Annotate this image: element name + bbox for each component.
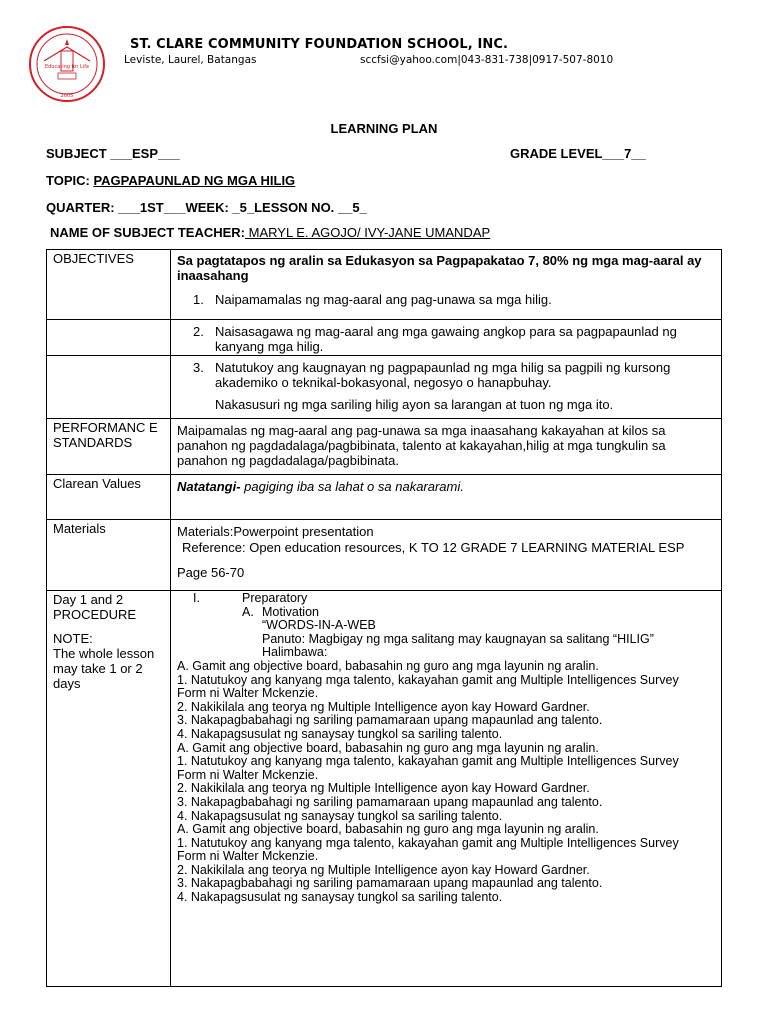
procedure-note-text: The whole lesson may take 1 or 2 days [53, 646, 155, 691]
values-cell [171, 475, 722, 520]
objectives-label: OBJECTIVES [47, 250, 171, 320]
objective-extra: Nakasusuri ng mga sariling hilig ayon sa larangan at tuon ng mga ito. [215, 397, 614, 412]
values-label: Clarean Values [47, 475, 171, 520]
school-name: ST. CLARE COMMUNITY FOUNDATION SCHOOL, INC. [130, 37, 509, 52]
objective-item-cell [171, 356, 722, 419]
document-title: LEARNING PLAN [330, 121, 438, 136]
learning-plan-table [46, 249, 722, 987]
school-contact: sccfsi@yahoo.com|043-831-738|0917-507-8010 [360, 54, 614, 66]
procedure-block: A. Gamit ang objective board, babasahin ng guro ang mga layunin ng aralin. 1. Natutukoy ang kanyang mga talento, kakayahan gamit ang Multiple Intelligences Survey Form ni Walter Mckenzie. 2. Nakikilala ang teorya ng Multiple Intelligence ayon kay Howard Gardner. 3. Nakapagbabahagi ng sariling pamamaraan upang mapaunlad ang talento. 4. Nakapagsusulat ng sanaysay tungkol sa sariling talento. [177, 658, 679, 741]
outline-preparatory: I. Preparatory [193, 591, 308, 605]
procedure-block: A. Gamit ang objective board, babasahin ng guro ang mga layunin ng aralin. 1. Natutukoy ang kanyang mga talento, kakayahan gamit ang Multiple Intelligences Survey Form ni Walter Mckenzie. 2. Nakikilala ang teorya ng Multiple Intelligence ayon kay Howard Gardner. 3. Nakapagbabahagi ng sariling pamamaraan upang mapaunlad ang talento. 4. Nakapagsusulat ng sanaysay tungkol sa sariling talento. [177, 740, 679, 823]
topic-value: PAGPAPAUNLAD NG MGA HILIG [93, 173, 296, 188]
week-value: _5_ [232, 200, 255, 215]
materials-label: Materials [47, 520, 171, 591]
table-row [47, 320, 722, 356]
table-row [47, 520, 722, 591]
materials-cell: Materials:Powerpoint presentation Reference: Open education resources, K TO 12 GRADE 7 LEARNING MATERIAL ESP Page 56-70 [171, 520, 722, 591]
objective-item: 3. Natutukoy ang kaugnayan ng pagpapaunlad ng mga hilig sa pagpili ng kursong akademiko o teknikal-bokasyonal, negosyo o hanapbuhay. [193, 360, 671, 390]
objectives-cell [171, 250, 722, 320]
school-address: Leviste, Laurel, Batangas [124, 54, 257, 66]
table-row [47, 356, 722, 419]
procedure-note: NOTE: [53, 631, 93, 646]
quarter-value: ___1ST___ [118, 200, 186, 215]
subject-value: ___ESP___ [110, 146, 180, 161]
procedure-cell: I. Preparatory A. Motivation “WORDS-IN-A-WEB Panuto: Magbigay ng mga salitang may kaugnayan sa salitang “HILIG” Halimbawa: A. Gamit ang objective board, babasahin ng guro ang mga layunin ng aralin. 1. Natutukoy ang kanyang mga talento, kakayahan gamit ang Multiple Intelligences Survey Form ni Walter Mckenzie. 2. Nakikilala ang teorya ng Multiple Intelligence ayon kay Howard Gardner. 3. Nakapagbabahagi ng sariling pamamaraan upang mapaunlad ang talento. 4. Nakapagsusulat ng sanaysay tungkol sa sariling talento. A. Gamit ang objective board, babasahin ng guro ang mga layunin ng aralin. 1. Natutukoy ang kanyang mga talento, kakayahan gamit ang Multiple Intelligences Survey Form ni Walter Mckenzie. 2. Nakikilala ang teorya ng Multiple Intelligence ayon kay Howard Gardner. 3. Nakapagbabahagi ng sariling pamamaraan upang mapaunlad ang talento. 4. Nakapagsusulat ng sanaysay tungkol sa sariling talento. A. Gamit ang objective board, babasahin ng guro ang mga layunin ng aralin. 1. Natutukoy ang kanyang mga talento, kakayahan gamit ang Multiple Intelligences Survey Form ni Walter Mckenzie. 2. Nakikilala ang teorya ng Multiple Intelligence ayon kay Howard Gardner. 3. Nakapagbabahagi ng sariling pamamaraan upang mapaunlad ang talento. 4. Nakapagsusulat ng sanaysay tungkol sa sariling talento. [171, 591, 722, 987]
teacher-field: NAME OF SUBJECT TEACHER: MARYL E. AGOJO/ IVY-JANE UMANDAP [50, 225, 491, 240]
outline-motivation: A. Motivation [242, 604, 319, 619]
topic-field: TOPIC: PAGPAPAUNLAD NG MGA HILIG [46, 173, 296, 188]
subject-field: SUBJECT ___ESP___ [46, 146, 180, 161]
lesson-value: __5_ [337, 200, 367, 215]
procedure-label-cell: Day 1 and 2 PROCEDURE NOTE: The whole lesson may take 1 or 2 days [47, 591, 171, 987]
seal-year: 2005 [60, 93, 74, 99]
quarter-week-lesson-field: QUARTER: ___1ST___WEEK: _5_LESSON NO. __5_ [46, 200, 367, 215]
seal-motto: Educating for Life [44, 64, 90, 70]
objective-item-cell [171, 320, 722, 356]
grade-value: ___7__ [602, 146, 646, 161]
values-term: Natatangi- [177, 479, 241, 494]
school-seal-logo [28, 25, 106, 103]
performance-cell: Maipamalas ng mag-aaral ang pag-unawa sa mga inaasahang kakayahan at kilos sa panahon ng pagdadalaga/pagbibinata, talento at kakayahan,hilig at mga tungkulin sa panahon ng pagdadalaga/pagbibinata. [171, 419, 722, 475]
teacher-value: MARYL E. AGOJO/ IVY-JANE UMANDAP [245, 225, 491, 240]
table-row [47, 419, 722, 475]
table-row [47, 475, 722, 520]
procedure-block: A. Gamit ang objective board, babasahin ng guro ang mga layunin ng aralin. 1. Natutukoy ang kanyang mga talento, kakayahan gamit ang Multiple Intelligences Survey Form ni Walter Mckenzie. 2. Nakikilala ang teorya ng Multiple Intelligence ayon kay Howard Gardner. 3. Nakapagbabahagi ng sariling pamamaraan upang mapaunlad ang talento. 4. Nakapagsusulat ng sanaysay tungkol sa sariling talento. [177, 822, 679, 905]
table-row [47, 591, 722, 987]
values-text: pagiging iba sa lahat o sa nakararami. [240, 479, 464, 494]
table-row [47, 250, 722, 320]
objective-item: 1. Naipamamalas ng mag-aaral ang pag-unawa sa mga hilig. [193, 292, 552, 307]
grade-level-field: GRADE LEVEL___7__ [510, 146, 646, 161]
objectives-intro: Sa pagtatapos ng aralin sa Edukasyon sa Pagpapakatao 7, 80% ng mga mag-aaral ay inaasahang [177, 253, 702, 283]
performance-label: PERFORMANC E STANDARDS [47, 419, 171, 475]
objective-item: 2. Naisasagawa ng mag-aaral ang mga gawaing angkop para sa pagpapaunlad ng kanyang mga hilig. [193, 324, 677, 354]
